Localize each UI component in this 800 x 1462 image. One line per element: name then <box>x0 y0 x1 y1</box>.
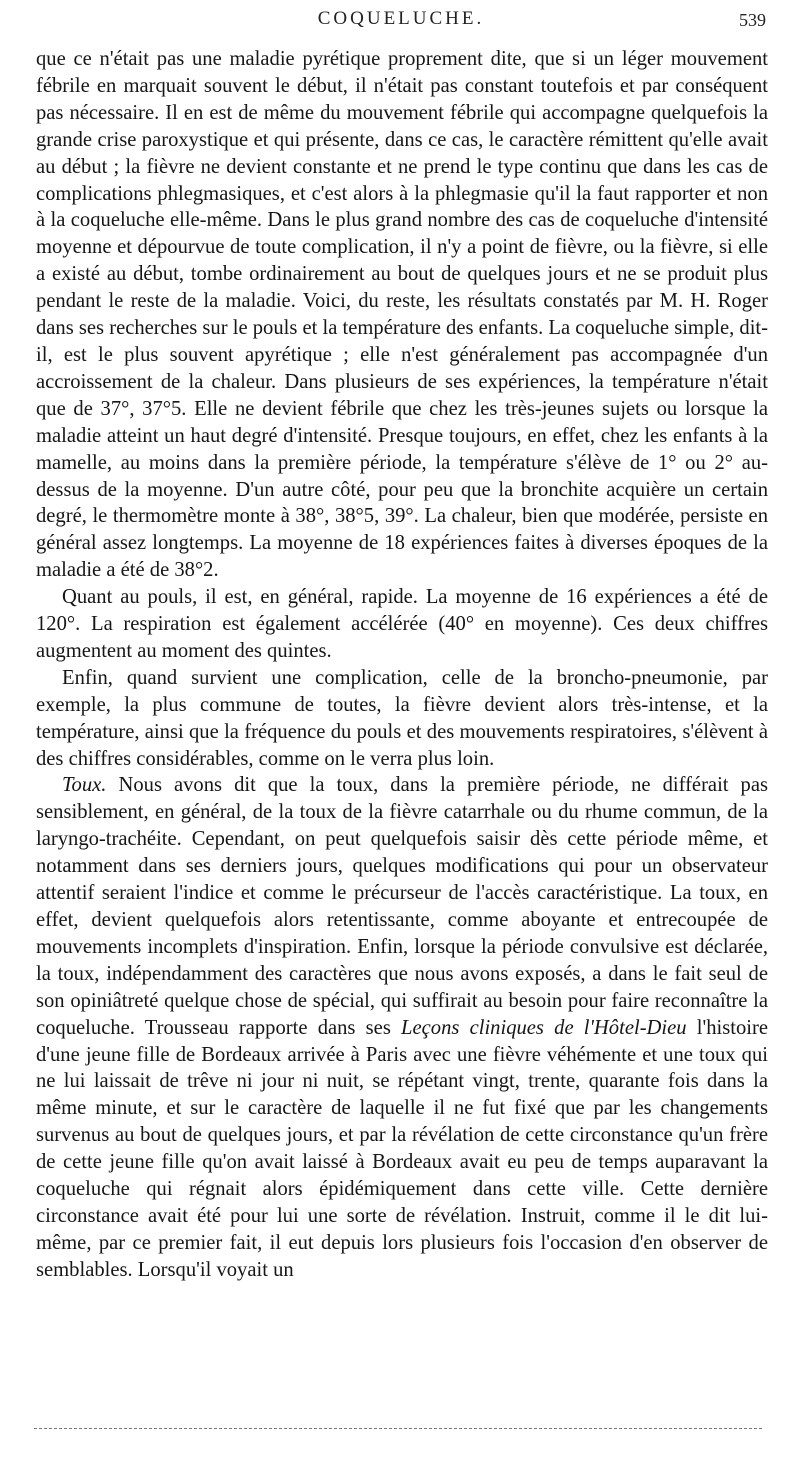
paragraph-pulse: Quant au pouls, il est, en général, rapide. La moyenne de 16 expériences a été de 120°. La respiration est également accélérée (40° en moyenne). Ces deux chiffres augmentent au moment des quintes. <box>36 586 768 662</box>
paragraph-cough <box>36 772 768 1283</box>
body-text <box>36 46 768 1284</box>
page-number: 539 <box>739 10 766 30</box>
paragraph-fever-continued: que ce n'était pas une maladie pyrétique proprement dite, que si un léger mouvement fébrile en marquait souvent le début, il n'était pas constant toutefois et par conséquent pas nécessaire. Il en est de même du mouvement fébrile qui accompagne quelquefois la grande crise paroxystique et qui présente, dans ce cas, le caractère rémittent qu'elle avait au début ; la fièvre ne devient constante et ne prend le type continu que dans les cas de complications phlegmasiques, et c'est alors à la phlegmasie qu'il la faut rapporter et non à la coqueluche elle-même. Dans le plus grand nombre des cas de coqueluche d'intensité moyenne et dépourvue de toute complication, il n'y a point de fièvre, ou la fièvre, si elle a existé au début, tombe ordinairement au bout de quelques jours et ne se produit plus pendant le reste de la maladie. Voici, du reste, les résultats constatés par M. H. Roger dans ses recherches sur le pouls et la température des enfants. La coqueluche simple, dit-il, est le plus souvent apyrétique ; elle n'est généralement pas accompagnée d'un accroissement de la chaleur. Dans plusieurs de ses expériences, la température n'était que de 37°, 37°5. Elle ne devient fébrile que chez les très-jeunes sujets ou lorsque la maladie atteint un haut degré d'intensité. Presque toujours, en effet, chez les enfants à la mamelle, au moins dans la première période, la température s'élève de 1° ou 2° au-dessus de la moyenne. D'un autre côté, pour peu que la bronchite acquière un certain degré, le thermomètre monte à 38°, 38°5, 39°. La chaleur, bien que modérée, persiste en général assez longtemps. La moyenne de 18 expériences faites à diverses époques de la maladie a été de 38°2. <box>36 48 768 582</box>
cited-work-title: Leçons cliniques de l'Hôtel-Dieu <box>401 1016 687 1039</box>
footer-rule <box>34 1428 762 1429</box>
paragraph-complication: Enfin, quand survient une complication, celle de la broncho-pneumonie, par exemple, la plus commune de toutes, la fièvre devient alors très-intense, et la température, ainsi que la fréquence du pouls et des mouvements respiratoires, s'élèvent à des chiffres considérables, comme on le verra plus loin. <box>36 666 768 770</box>
running-head <box>36 8 766 38</box>
cough-text-part-2: l'histoire d'une jeune fille de Bordeaux arrivée à Paris avec une fièvre véhémente et une toux qui ne lui laissait de trêve ni jour ni nuit, se répétant vingt, trente, quarante fois dans la même minute, et sur le caractère de laquelle il ne fut fixé que par les changements survenus au bout de quelques jours, et par la révélation de cette circonstance qu'un frère de cette jeune fille qu'on avait laissé à Bordeaux avait eu peu de temps auparavant la coqueluche qui régnait alors épidémiquement dans cette ville. Cette dernière circonstance avait été pour lui une sorte de révélation. Instruit, comme il le dit lui-même, par ce premier fait, il eut depuis lors plusieurs fois l'occasion d'en observer de semblables. Lorsqu'il voyait un <box>36 1016 768 1281</box>
running-title: COQUELUCHE. <box>317 8 485 29</box>
cough-text-part-1: Nous avons dit que la toux, dans la première période, ne différait pas sensiblement, en général, de la toux de la fièvre catarrhale ou du rhume commun, de la laryngo-trachéite. Cependant, on peut quelquefois saisir dès cette période même, et notamment dans ses derniers jours, quelques modifications qui pour un observateur attentif seraient l'indice et comme le précurseur de l'accès caractéristique. La toux, en effet, devient quelquefois alors retentissante, comme aboyante et entrecoupée de mouvements incomplets d'inspiration. Enfin, lorsque la période convulsive est déclarée, la toux, indépendamment des caractères que nous avons exposés, a dans le fait seul de son opiniâtreté quelque chose de spécial, qui suffirait au besoin pour faire reconnaître la coqueluche. Trousseau rapporte dans ses <box>36 774 768 1039</box>
section-run-in-head: Toux. <box>62 774 107 797</box>
